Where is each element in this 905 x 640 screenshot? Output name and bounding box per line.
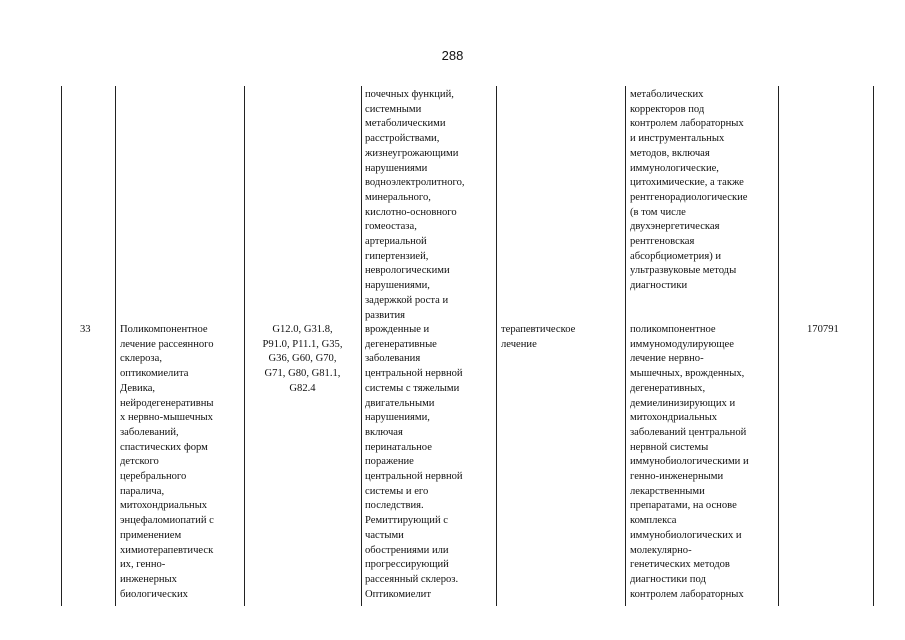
cell-patient-model-continued (365, 88, 465, 323)
cell-line: минерального, (365, 191, 431, 203)
cell-line: двухэнергетическая (630, 221, 720, 233)
cell-line: частыми (365, 529, 404, 541)
cell-line: G71, G80, G81.1, (264, 368, 341, 380)
cell-line: диагностики (630, 280, 688, 292)
cell-line: нарушениями, (365, 280, 430, 292)
cell-line: детского (120, 456, 159, 468)
cell-line: врожденные и (365, 324, 430, 335)
cell-line: препаратами, на основе (630, 500, 737, 512)
cell-line: нарушениями, (365, 412, 430, 424)
cell-line: иммунобиологических и (630, 529, 742, 541)
cell-line: жизнеугрожающими (365, 147, 459, 159)
cell-line: их, генно- (120, 559, 166, 571)
column-divider (496, 86, 497, 606)
cell-line: спастических форм (120, 441, 208, 453)
cell-line: почечных функций, (365, 89, 454, 100)
cell-line: рентгенорадиологические (630, 191, 748, 203)
cell-line: обострениями или (365, 544, 449, 556)
cell-line: демиелинизирующих и (630, 397, 736, 409)
cell-line: Поликомпонентное (120, 324, 208, 335)
cell-line: расстройствами, (365, 133, 440, 145)
cell-line: перинатальное (365, 441, 432, 453)
cell-line: заболевания (365, 353, 421, 365)
cell-treatment-method-continued (630, 88, 748, 294)
cell-treatment-type (501, 323, 575, 352)
cell-treatment-method (630, 323, 749, 602)
column-divider (778, 86, 779, 606)
cell-line: поликомпонентное (630, 324, 716, 335)
cell-line: иммунологические, (630, 162, 719, 174)
cell-line: артериальной (365, 236, 427, 248)
cell-line: G36, G60, G70, (268, 353, 337, 365)
cell-line: генно-инженерными (630, 471, 724, 483)
cell-line: P91.0, P11.1, G35, (262, 338, 343, 350)
cell-line: молекулярно- (630, 544, 692, 556)
cell-line: комплекса (630, 515, 677, 527)
cell-line: нейродегенеративны (120, 397, 214, 409)
cell-line: церебрального (120, 471, 187, 483)
cell-line: контролем лабораторных (630, 588, 744, 600)
cell-line: двигательными (365, 397, 435, 409)
table-border-left (61, 86, 62, 606)
cell-line: нервной системы (630, 441, 709, 453)
cell-line: и инструментальных (630, 133, 725, 145)
cell-line: G82.4 (289, 382, 316, 394)
cell-line: ультразвуковые методы (630, 265, 737, 277)
cell-line: водноэлектролитного, (365, 177, 465, 189)
cell-line: биологических (120, 588, 188, 600)
cell-line: центральной нервной (365, 368, 463, 380)
cell-line: гомеостаза, (365, 221, 417, 233)
cell-line: лечение (501, 338, 537, 350)
cell-line: центральной нервной (365, 471, 463, 483)
cell-line: системы и его (365, 485, 429, 497)
cell-line: системы с тяжелыми (365, 382, 460, 394)
cell-line: оптикомиелита (120, 368, 189, 380)
cell-line: терапевтическое (501, 324, 576, 335)
cell-line: химиотерапевтическ (120, 544, 214, 556)
cell-line: склероза, (120, 353, 162, 365)
cell-cost: 170791 (807, 324, 839, 335)
cell-patient-model (365, 323, 463, 602)
cell-line: контролем лабораторных (630, 118, 744, 130)
cell-profile-name (120, 323, 214, 602)
cell-line: включая (365, 426, 403, 438)
cell-line: заболеваний, (120, 426, 179, 438)
cell-line: метаболических (630, 89, 704, 100)
cell-line: рассеянный склероз. (365, 573, 459, 585)
cell-line: мышечных, врожденных, (630, 368, 745, 380)
cell-line: дегенеративные (365, 338, 437, 350)
cell-line: лечение рассеянного (120, 338, 214, 350)
cell-line: развития (365, 309, 406, 321)
cell-line: лечение нервно- (630, 353, 704, 365)
cell-line: рентгеновская (630, 236, 695, 248)
table-border-right (873, 86, 874, 606)
cell-line: нарушениями (365, 162, 428, 174)
cell-line: х нервно-мышечных (120, 412, 213, 424)
cell-line: дегенеративных, (630, 382, 706, 394)
cell-line: G12.0, G31.8, (272, 324, 333, 335)
cell-line: цитохимические, а также (630, 177, 744, 189)
cell-line: метаболическими (365, 118, 446, 130)
cell-line: применением (120, 529, 182, 541)
cell-line: неврологическими (365, 265, 450, 277)
cell-line: Девика, (120, 382, 156, 394)
column-divider (115, 86, 116, 606)
cell-line: гипертензией, (365, 250, 429, 262)
row-number: 33 (80, 324, 91, 335)
column-divider (361, 86, 362, 606)
cell-line: последствия. (365, 500, 424, 512)
cell-line: митохондриальных (630, 412, 718, 424)
cell-line: энцефаломиопатий с (120, 515, 214, 527)
cell-line: Оптикомиелит (365, 588, 431, 600)
cell-line: иммуномодулирующее (630, 338, 734, 350)
cell-line: прогрессирующий (365, 559, 449, 571)
cell-line: иммунобиологическими и (630, 456, 749, 468)
cell-line: методов, включая (630, 147, 710, 159)
cell-line: инженерных (120, 573, 177, 585)
cell-line: кислотно-основного (365, 206, 457, 218)
cell-line: генетических методов (630, 559, 730, 571)
cell-line: паралича, (120, 485, 165, 497)
column-divider (625, 86, 626, 606)
cell-line: корректоров под (630, 103, 705, 115)
cell-line: абсорбциометрия) и (630, 250, 722, 262)
page-number: 288 (441, 48, 464, 63)
cell-line: заболеваний центральной (630, 426, 747, 438)
cell-line: диагностики под (630, 573, 706, 585)
cell-icd-codes (245, 323, 360, 397)
cell-line: поражение (365, 456, 414, 468)
cell-line: митохондриальных (120, 500, 208, 512)
cell-line: задержкой роста и (365, 294, 449, 306)
cell-line: лекарственными (630, 485, 705, 497)
cell-line: (в том числе (630, 206, 686, 218)
cell-line: Ремиттирующий с (365, 515, 448, 527)
cell-line: системными (365, 103, 422, 115)
